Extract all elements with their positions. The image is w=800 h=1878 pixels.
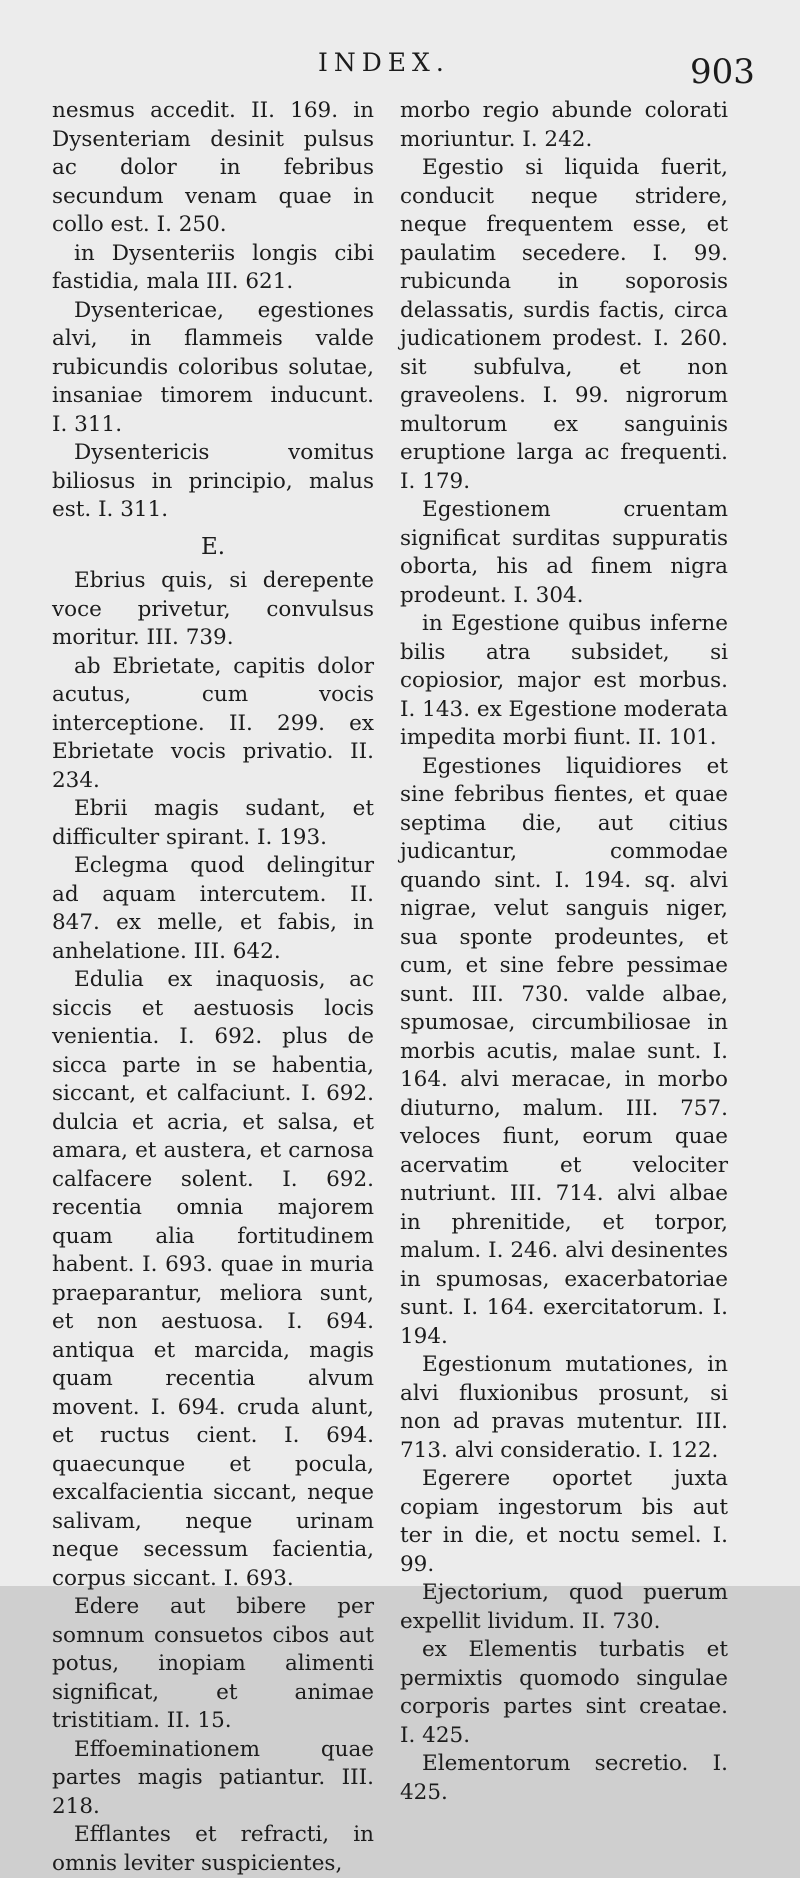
index-entry: Dysentericae, egestiones alvi, in flammeis valde rubicundis coloribus solutae, insaniae timorem inducunt. I. 311.: [52, 297, 374, 437]
index-entry: Elementorum secretio. I. 425.: [400, 1751, 728, 1805]
left-column: [52, 97, 374, 1878]
index-entry: Ejectorium, quod puerum expellit lividum. II. 730.: [400, 1580, 728, 1634]
index-entry: Egestionum mutationes, in alvi fluxionibus prosunt, si non ad pravas mutentur. III. 713. alvi consideratio. I. 122.: [400, 1352, 728, 1463]
index-entry: Effoeminationem quae partes magis patiantur. III. 218.: [52, 1736, 374, 1819]
page-number: 903: [690, 52, 755, 92]
index-entry: Egestio si liquida fuerit, conducit neque stridere, neque frequentem esse, et paulatim secedere. I. 99. rubicunda in soporosis delassatis, surdis factis, circa judicationem prodest. I. 260. sit subfulva, et non graveolens. I. 99. nigrorum multorum ex sanguinis eruptione larga ac frequenti. I. 179.: [400, 155, 728, 494]
index-entry: Efflantes et refracti, in omnis leviter suspicientes,: [52, 1822, 374, 1876]
index-entry: Egestiones liquidiores et sine febribus fientes, et quae septima die, aut citius judicantur, commodae quando sint. I. 194. sq. alvi nigrae, velut sanguis niger, sua sponte prodeuntes, et cum, et sine febre pessimae sunt. III. 730. valde albae, spumosae, circumbiliosae in morbis acutis, malae sunt. I. 164. alvi meracae, in morbo diuturno, malum. III. 757. veloces fiunt, eorum quae acervatim et velociter nutriunt. III. 714. alvi albae in phrenitide, et torpor, malum. I. 246. alvi desinentes in spumosas, exacerbatoriae sunt. I. 164. exercitatorum. I. 194.: [400, 753, 728, 1349]
index-entry: nesmus accedit. II. 169. in Dysenteriam desinit pulsus ac dolor in febribus secundum venam quae in collo est. I. 250.: [52, 98, 374, 237]
index-entry: Egerere oportet juxta copiam ingestorum bis aut ter in die, et noctu semel. I. 99.: [400, 1466, 728, 1577]
index-entry: Dysentericis vomitus biliosus in principio, malus est. I. 311.: [52, 440, 374, 522]
index-entry: morbo regio abunde colorati moriuntur. I. 242.: [400, 98, 728, 152]
index-entry: Edulia ex inaquosis, ac siccis et aestuosis locis venientia. I. 692. plus de sicca parte in se habentia, siccant, et calfaciunt. I. 692. dulcia et acria, et salsa, et amara, et austera, et carnosa calfacere solent. I. 692. recentia omnia majorem quam alia fortitudinem habent. I. 693. quae in muria praeparantur, meliora sunt, et non aestuosa. I. 694. antiqua et marcida, magis quam recentia alvum movent. I. 694. cruda alunt, et ructus cient. I. 694. quaecunque et pocula, excalfacientia siccant, neque salivam, neque urinam neque secessum facientia, corpus siccant. I. 693.: [52, 967, 374, 1591]
index-entry: Ebrii magis sudant, et difficulter spirant. I. 193.: [52, 796, 374, 850]
index-entry: Edere aut bibere per somnum consuetos cibos aut potus, inopiam alimenti significat, et animae tristitiam. II. 15.: [52, 1594, 374, 1733]
index-entry: in Dysenteriis longis cibi fastidia, mala III. 621.: [52, 240, 374, 294]
running-title: INDEX.: [318, 48, 450, 77]
page-header: [0, 48, 800, 92]
index-entry: ex Elementis turbatis et permixtis quomodo singulae corporis partes sint creatae. I. 425.: [400, 1637, 728, 1748]
index-entry: Ebrius quis, si derepente voce privetur, convulsus moritur. III. 739.: [52, 568, 374, 650]
index-entry: Eclegma quod delingitur ad aquam intercutem. II. 847. ex melle, et fabis, in anhelatione. III. 642.: [52, 853, 374, 964]
section-heading: E.: [200, 533, 226, 560]
index-entry: Egestionem cruentam significat surditas suppuratis oborta, his ad finem nigra prodeunt. I. 304.: [400, 497, 728, 608]
index-entry: ab Ebrietate, capitis dolor acutus, cum vocis interceptione. II. 299. ex Ebrietate vocis privatio. II. 234.: [52, 653, 374, 793]
index-entry: in Egestione quibus inferne bilis atra subsidet, si copiosior, major est morbus. I. 143. ex Egestione moderata impedita morbi fiunt. II. 101.: [400, 611, 729, 750]
right-column: [400, 97, 728, 1807]
